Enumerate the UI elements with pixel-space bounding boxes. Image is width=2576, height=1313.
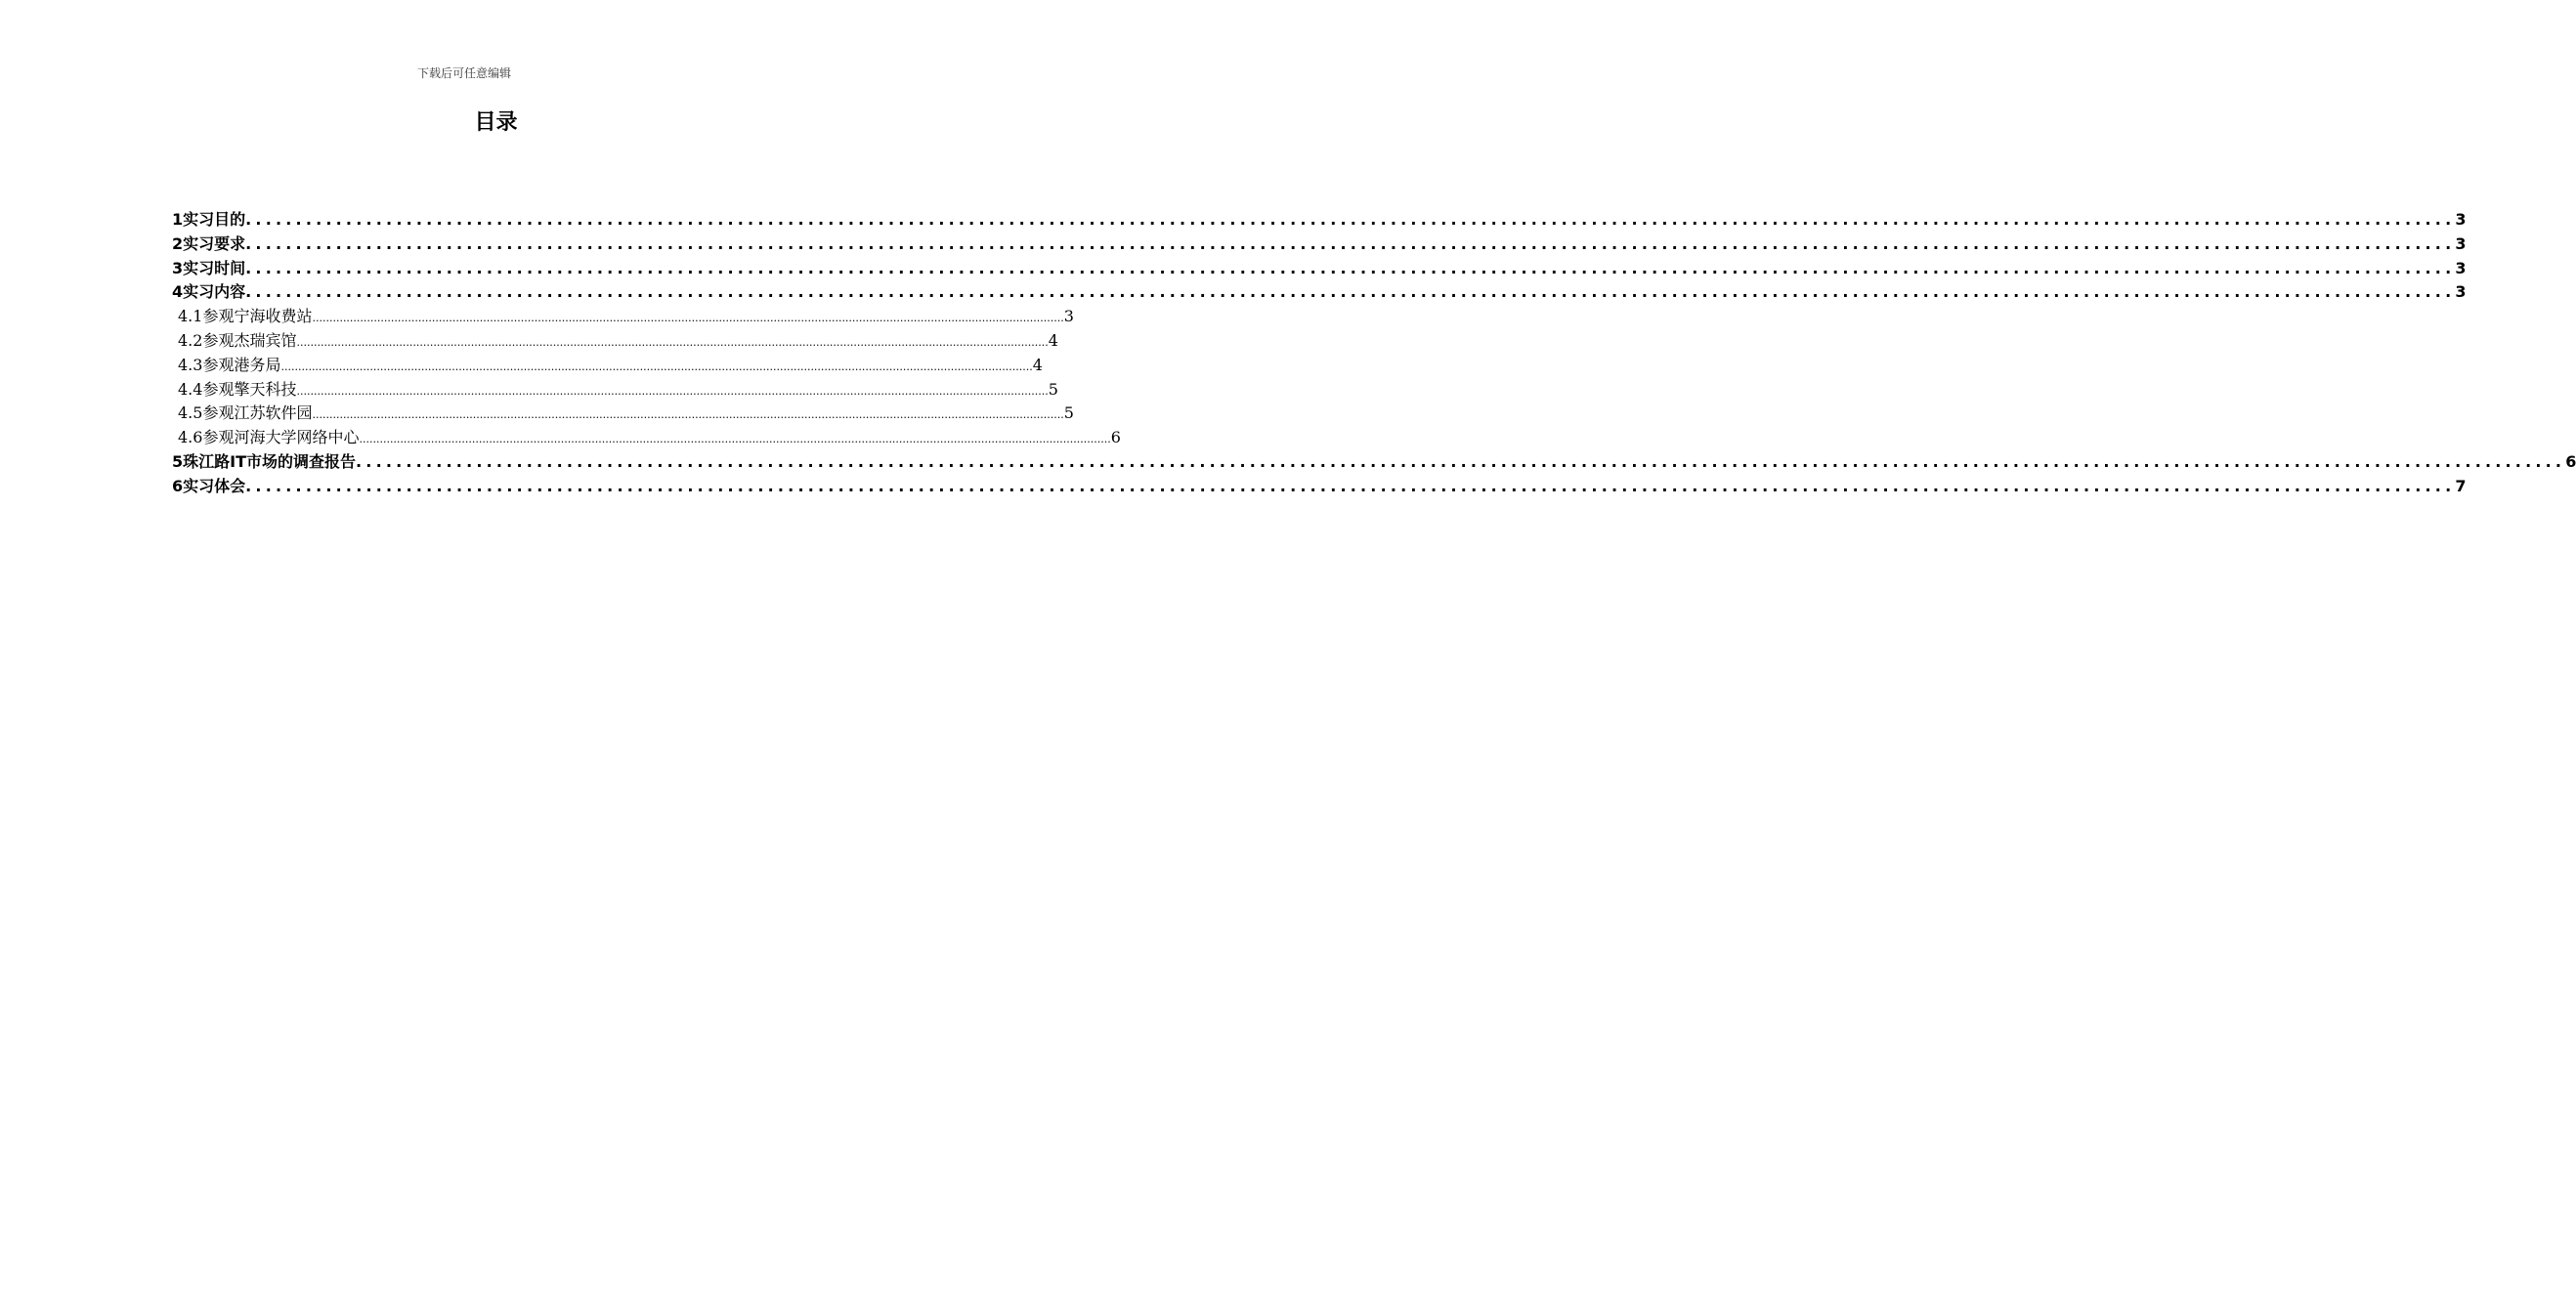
toc-entry[interactable] [172, 353, 1043, 377]
toc-leader-dots: ............................................................................................................................................................................................................................ [356, 451, 2566, 471]
toc-entry[interactable] [172, 425, 1121, 449]
toc-leader-dots: ............................................................................................................................................................................................................................ [280, 360, 1033, 373]
toc-entry-number: 4 [172, 282, 184, 302]
toc-entry-title: 实习体会 [183, 476, 246, 495]
toc-leader-dots: ............................................................................................................................................................................................................................ [245, 476, 2456, 495]
toc-leader-dots: ............................................................................................................................................................................................................................ [245, 282, 2456, 302]
toc-entry-number: 4.3 [178, 355, 203, 374]
header-note: 下载后可任意编辑 [416, 66, 511, 80]
toc-entry-title: 实习目的 [183, 210, 246, 229]
toc-entry[interactable] [172, 232, 2467, 256]
toc-entry-title: 实习时间 [183, 258, 246, 277]
toc-entry-number: 4.5 [178, 403, 203, 423]
toc-entry-page: 5 [1048, 379, 1058, 399]
toc-entry-number: 1 [172, 210, 184, 229]
toc-entry-title: 实习要求 [183, 233, 246, 253]
toc-entry-title: 实习内容 [183, 282, 246, 302]
toc-leader-dots: ............................................................................................................................................................................................................................ [296, 384, 1049, 398]
toc-entry[interactable] [172, 256, 2467, 280]
toc-entry[interactable] [172, 474, 2467, 498]
toc-leader-dots: ............................................................................................................................................................................................................................ [312, 312, 1064, 325]
toc-entry-number: 4.1 [178, 307, 203, 326]
toc-entry-page: 3 [2455, 210, 2467, 229]
toc-entry[interactable] [172, 377, 1058, 402]
toc-leader-dots: ............................................................................................................................................................................................................................ [296, 335, 1049, 349]
toc-entry-number: 2 [172, 233, 184, 253]
table-of-contents [172, 207, 2576, 498]
toc-entry-title: 参观港务局 [202, 355, 281, 374]
toc-entry-page: 3 [1063, 307, 1074, 326]
toc-entry-page: 6 [1110, 428, 1121, 447]
toc-leader-dots: ............................................................................................................................................................................................................................ [245, 233, 2456, 253]
toc-entry-number: 4.6 [178, 428, 203, 447]
toc-entry[interactable] [172, 449, 2576, 474]
toc-entry-page: 7 [2455, 476, 2467, 495]
toc-entry-title: 参观河海大学网络中心 [202, 428, 360, 447]
toc-entry-title: 参观擎天科技 [202, 379, 297, 399]
toc-entry-number: 5 [172, 451, 184, 471]
toc-entry[interactable] [172, 328, 1058, 353]
toc-entry-number: 4.2 [178, 330, 203, 350]
toc-leader-dots: ............................................................................................................................................................................................................................ [245, 258, 2456, 277]
toc-entry-number: 4.4 [178, 379, 203, 399]
toc-title: 目录 [474, 110, 518, 135]
toc-entry[interactable] [172, 279, 2467, 304]
toc-entry-page: 4 [1032, 355, 1043, 374]
toc-entry[interactable] [172, 401, 1074, 425]
toc-entry-page: 3 [2455, 282, 2467, 302]
toc-entry-page: 3 [2455, 258, 2467, 277]
toc-entry-number: 3 [172, 258, 184, 277]
toc-entry-page: 6 [2565, 451, 2576, 471]
toc-entry-title: 珠江路IT市场的调查报告 [183, 451, 357, 471]
toc-entry-title: 参观宁海收费站 [202, 307, 313, 326]
toc-entry-title: 参观江苏软件园 [202, 403, 313, 423]
toc-leader-dots: ............................................................................................................................................................................................................................ [312, 408, 1064, 422]
toc-entry-title: 参观杰瑞宾馆 [202, 330, 297, 350]
toc-leader-dots: ............................................................................................................................................................................................................................ [359, 433, 1111, 446]
toc-leader-dots: ............................................................................................................................................................................................................................ [245, 210, 2456, 229]
toc-entry-page: 3 [2455, 233, 2467, 253]
toc-entry[interactable] [172, 207, 2467, 232]
toc-entry-number: 6 [172, 476, 184, 495]
toc-entry[interactable] [172, 304, 1074, 328]
toc-entry-page: 4 [1048, 330, 1058, 350]
toc-entry-page: 5 [1063, 403, 1074, 423]
